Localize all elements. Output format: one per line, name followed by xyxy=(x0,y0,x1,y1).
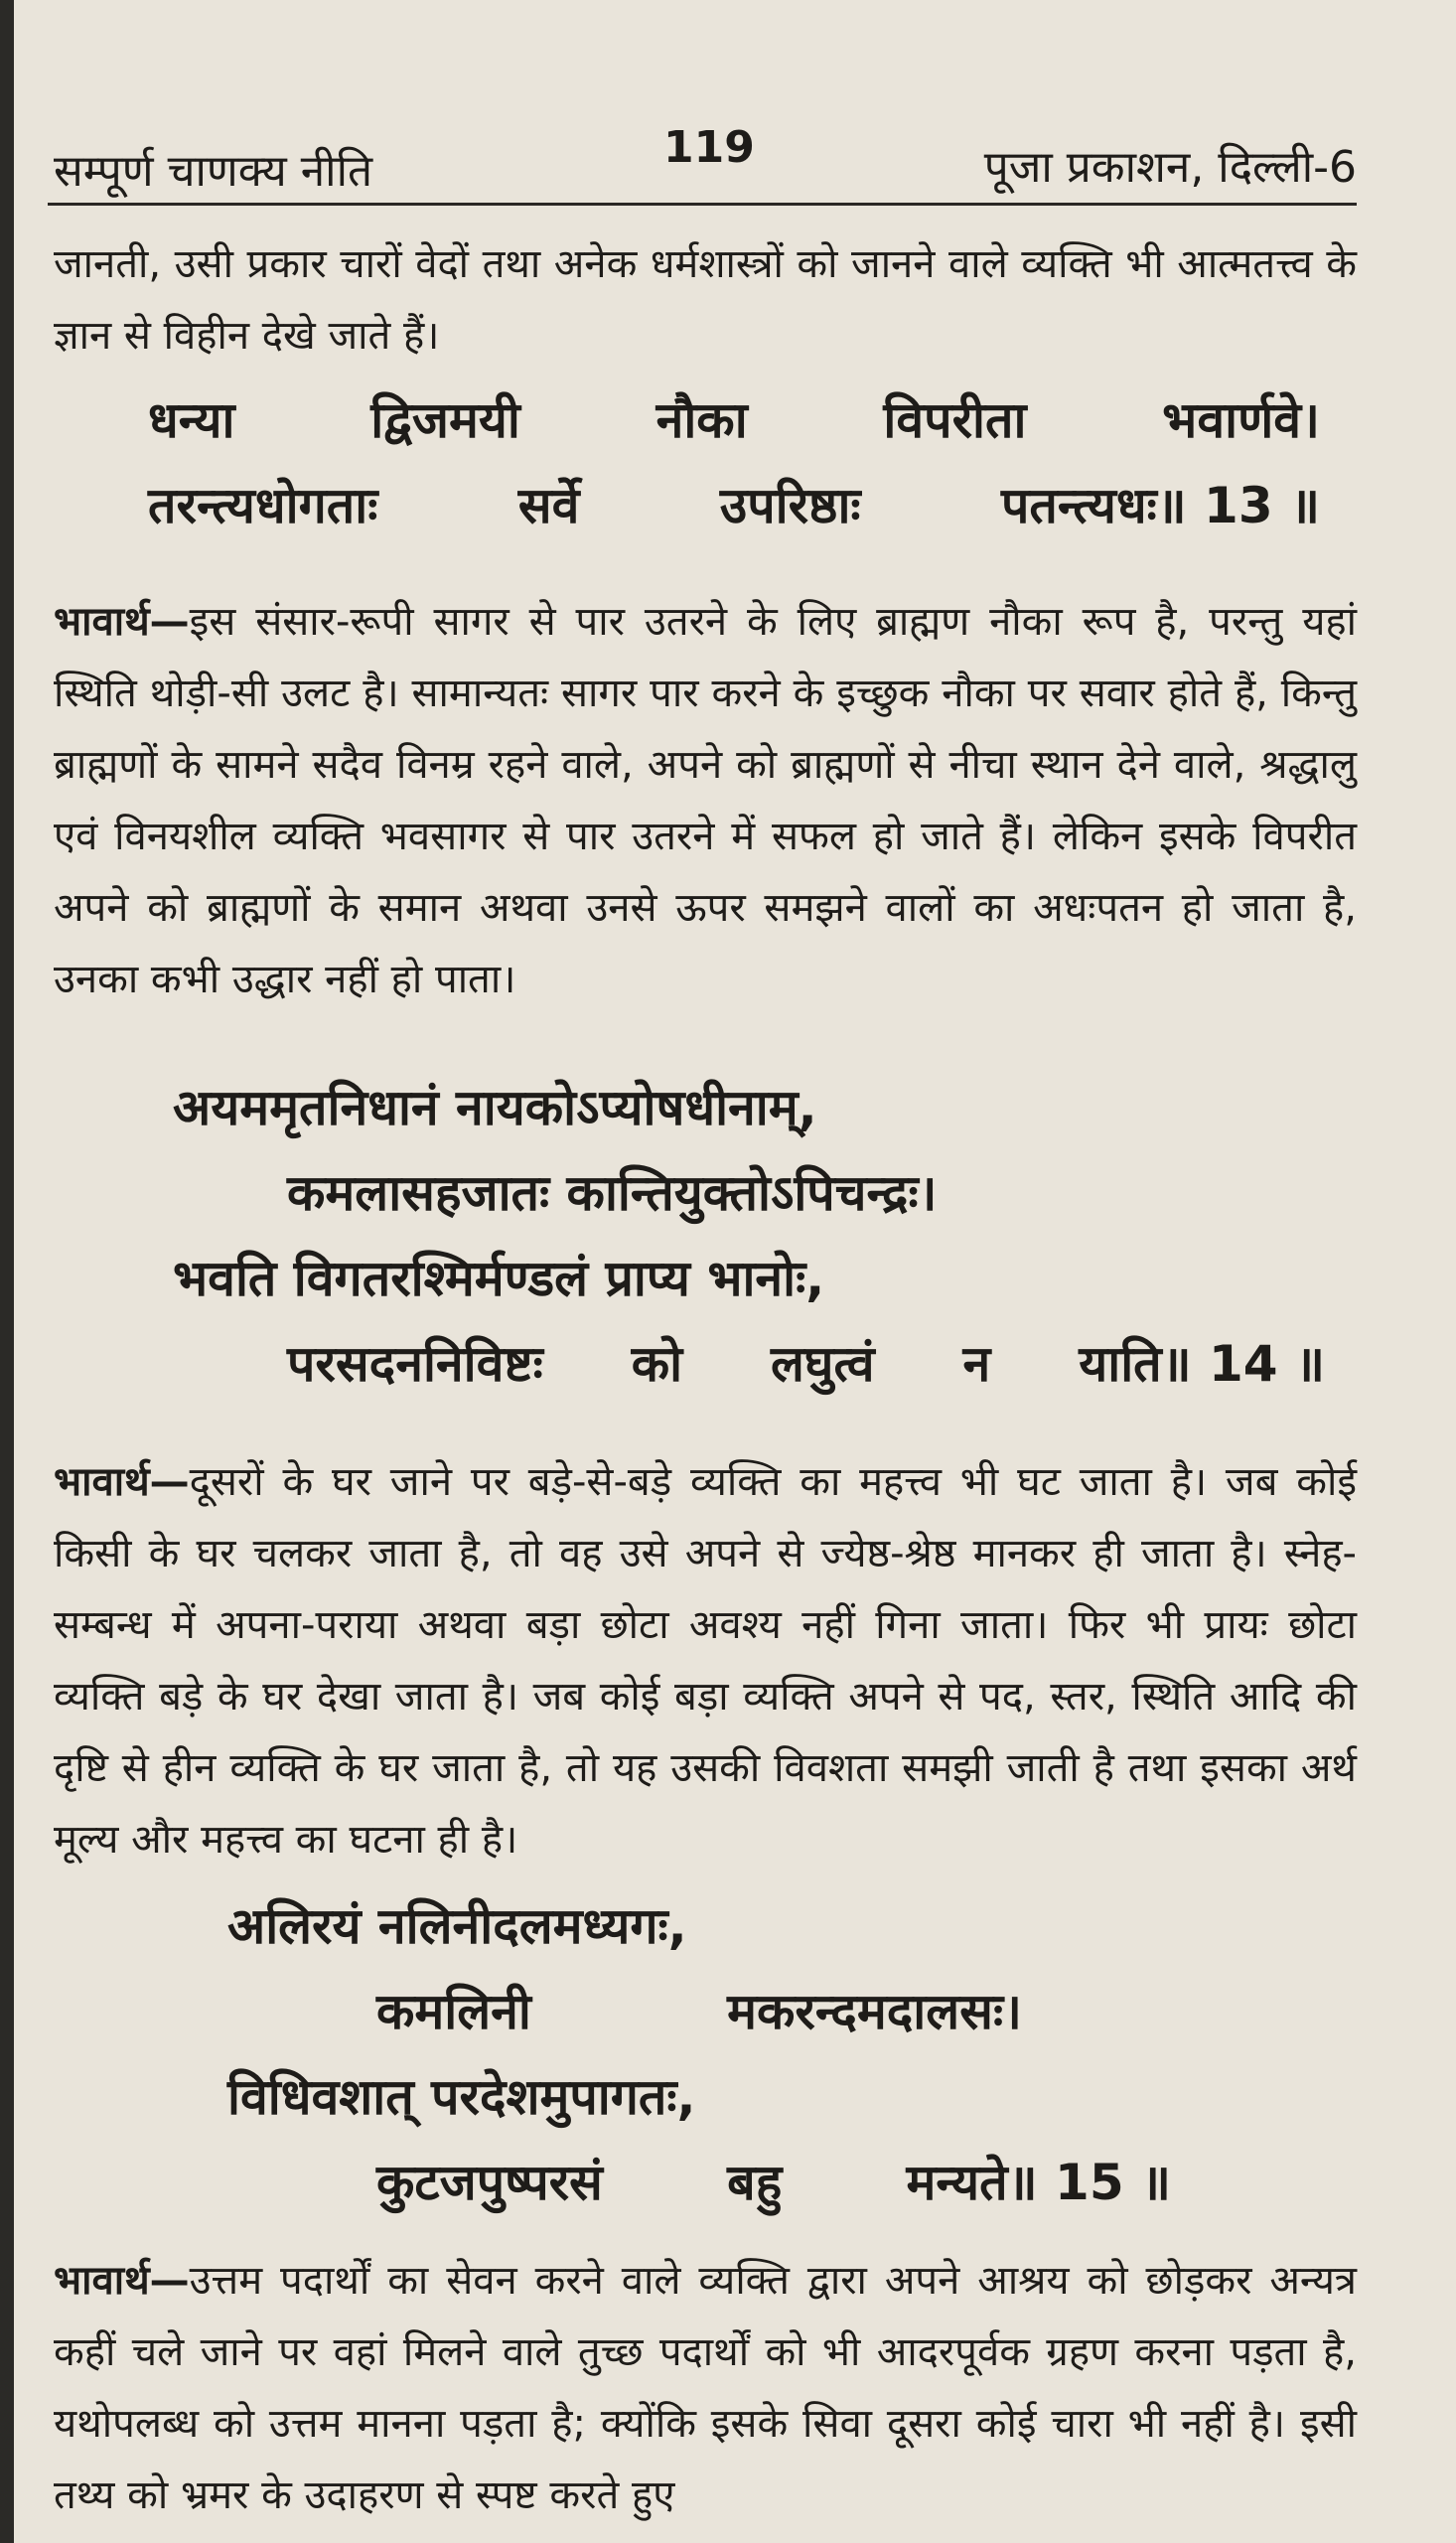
verse-14 xyxy=(173,1065,1325,1407)
publisher-name: पूजा प्रकाशन, दिल्ली-6 xyxy=(983,142,1357,193)
meaning-label: भावार्थ— xyxy=(54,2258,190,2304)
verse-15-line-3: विधिवशात् परदेशमुपागतः, xyxy=(227,2068,696,2126)
meaning-15-paragraph xyxy=(54,2245,1357,2531)
meaning-14-text: दूसरों के घर जाने पर बड़े-से-बड़े व्यक्ति का महत्त्व भी घट जाता है। जब कोई किसी के घर चलकर जाता है, तो वह उसे अपने से ज्येष्ठ-श्रेष्ठ मानकर ही जाता है। स्नेह-सम्बन्ध में अपना-पराया अथवा बड़ा छोटा अवश्य नहीं गिना जाता। फिर भी प्रायः छोटा व्यक्ति बड़े के घर देखा जाता है। जब कोई बड़ा व्यक्ति अपने से पद, स्तर, स्थिति आदि की दृष्टि से हीन व्यक्ति के घर जाता है, तो यह उसकी विवशता समझी जाती है तथा इसका अर्थ मूल्य और महत्त्व का घटना ही है। xyxy=(54,1459,1357,1863)
verse-14-line-2: कमलासहजातः कान्तियुक्तोऽपिचन्द्रः। xyxy=(287,1164,938,1222)
verse-15 xyxy=(227,1883,1320,2225)
page-body xyxy=(54,228,1357,2531)
verse-13-line-1: धन्या द्विजमयी नौका विपरीता भवार्णवे। xyxy=(148,391,1320,449)
page-number: 119 xyxy=(663,122,755,173)
verse-15-line-1: अलिरयं नलिनीदलमध्यगः, xyxy=(227,1897,687,1955)
meaning-13-text: इस संसार-रूपी सागर से पार उतरने के लिए ब्राह्मण नौका रूप है, परन्तु यहां स्थिति थोड़ी-सी उलट है। सामान्यतः सागर पार करने के इच्छुक नौका पर सवार होते हैं, किन्तु ब्राह्मणों के सामने सदैव विनम्र रहने वाले, अपने को ब्राह्मणों से नीचा स्थान देने वाले, श्रद्धालु एवं विनयशील व्यक्ति भवसागर से पार उतरने में सफल हो जाते हैं। लेकिन इसके विपरीत अपने को ब्राह्मणों के समान अथवा उनसे ऊपर समझने वालों का अधःपतन हो जाता है, उनका कभी उद्धार नहीं हो पाता। xyxy=(54,599,1357,1002)
meaning-13-paragraph xyxy=(54,586,1357,1015)
verse-13-line-2: तरन्त्यधोगताः सर्वे उपरिष्ठाः पतन्त्यधः॥ 13 ॥ xyxy=(148,477,1320,534)
meaning-label: भावार्थ— xyxy=(54,1459,190,1505)
verse-15-line-2: कमलिनी मकरन्दमदालसः। xyxy=(376,1983,1022,2040)
meaning-15-text: उत्तम पदार्थों का सेवन करने वाले व्यक्ति द्वारा अपने आश्रय को छोड़कर अन्यत्र कहीं चले जाने पर वहां मिलने वाले तुच्छ पदार्थों को भी आदरपूर्वक ग्रहण करना पड़ता है, यथोपलब्ध को उत्तम मानना पड़ता है; क्योंकि इसके सिवा दूसरा कोई चारा भी नहीं है। इसी तथ्य को भ्रमर के उदाहरण से स्पष्ट करते हुए xyxy=(54,2258,1357,2518)
meaning-14-paragraph xyxy=(54,1446,1357,1875)
book-page xyxy=(14,0,1456,2543)
verse-13 xyxy=(148,377,1320,548)
verse-15-line-4: कुटजपुष्परसं बहु मन्यते॥ 15 ॥ xyxy=(376,2154,1171,2211)
book-title: सम्पूर्ण चाणक्य नीति xyxy=(54,146,373,197)
page-header xyxy=(48,117,1357,206)
intro-paragraph: जानती, उसी प्रकार चारों वेदों तथा अनेक धर्मशास्त्रों को जानने वाले व्यक्ति भी आत्मतत्त्व के ज्ञान से विहीन देखे जाते हैं। xyxy=(54,241,1357,359)
verse-14-line-4: परसदननिविष्टः को लघुत्वं न याति॥ 14 ॥ xyxy=(287,1335,1325,1393)
verse-14-line-3: भवति विगतरश्मिर्मण्डलं प्राप्य भानोः, xyxy=(173,1250,825,1307)
verse-14-line-1: अयममृतनिधानं नायकोऽप्योषधीनाम्, xyxy=(173,1079,817,1136)
meaning-label: भावार्थ— xyxy=(54,599,190,645)
